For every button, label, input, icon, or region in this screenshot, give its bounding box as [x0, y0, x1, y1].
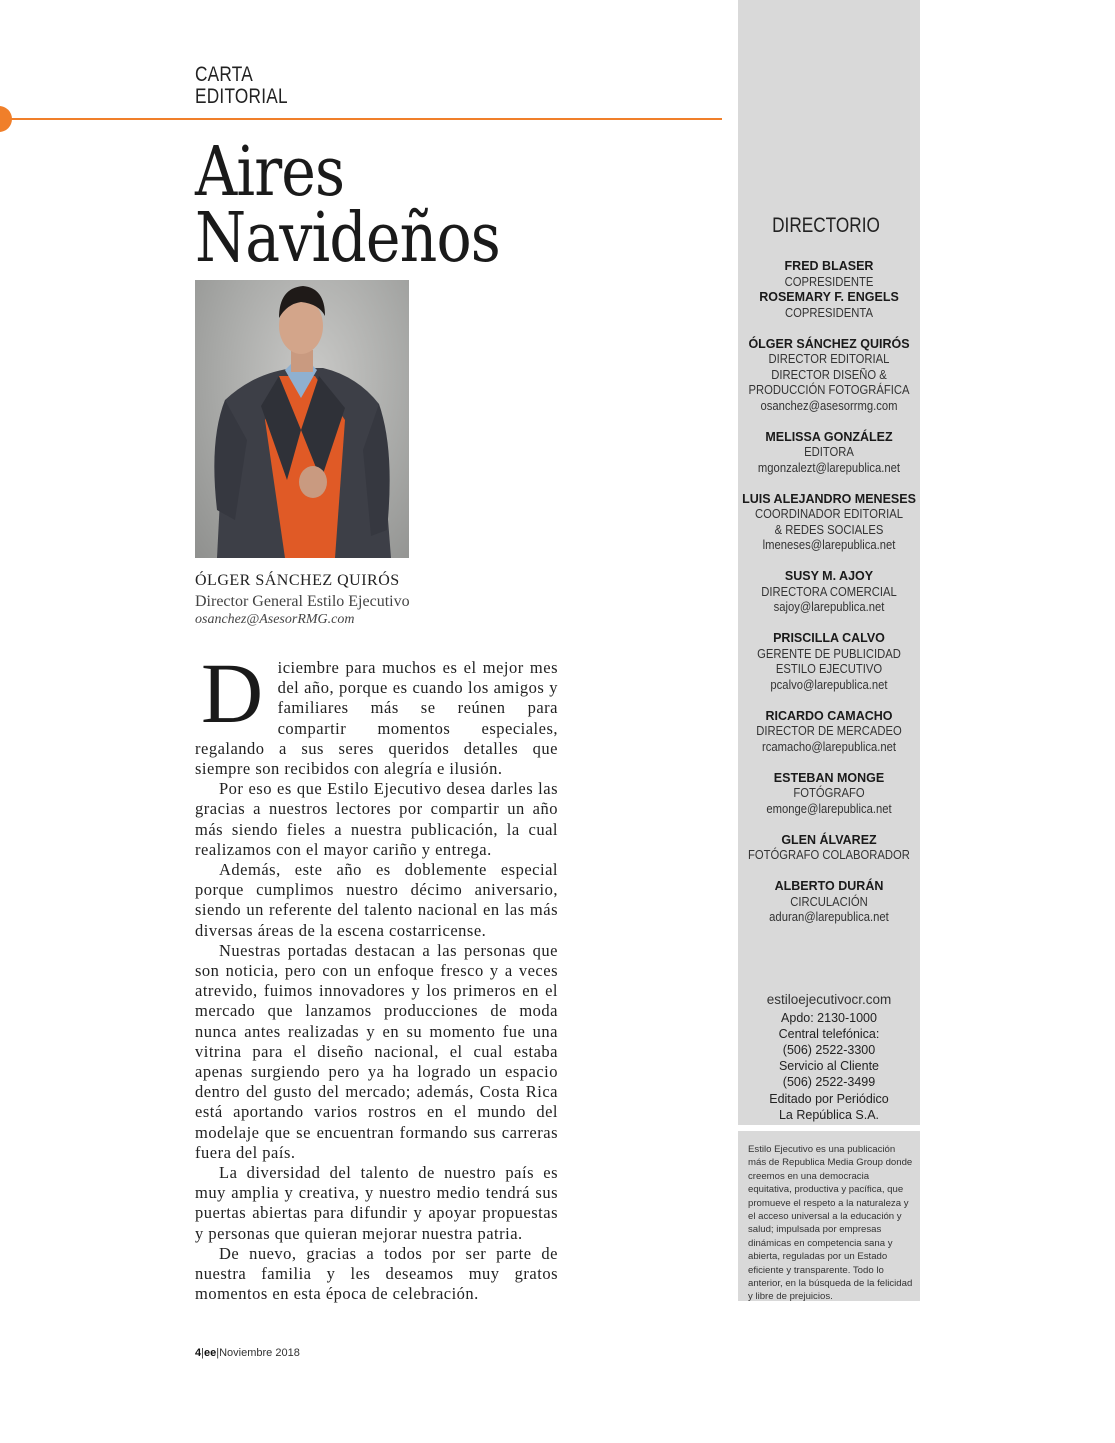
staff-email[interactable]: emonge@larepublica.net	[766, 801, 892, 816]
staff-title: DIRECTOR DISEÑO &	[771, 367, 887, 382]
paragraph-2: Por eso es que Estilo Ejecutivo desea darles las gracias a nuestros lectores por compartir un año más siendo fieles a nuestra publicación, la cual realizamos con el mayor cariño y entrega.	[195, 779, 558, 859]
staff-email[interactable]: pcalvo@larepublica.net	[770, 677, 888, 692]
phone-number: (506) 2522-3300	[782, 1043, 876, 1058]
section-label	[195, 64, 288, 108]
staff-title: DIRECTOR DE MERCADEO	[756, 724, 902, 738]
drop-cap: D	[201, 645, 264, 741]
staff-group	[738, 771, 920, 818]
staff-title: EDITORA	[804, 445, 854, 459]
author-role: Director General Estilo Ejecutivo	[195, 593, 410, 610]
staff-name: ESTEBAN MONGE	[773, 770, 885, 785]
staff-group	[738, 337, 920, 415]
staff-group	[738, 631, 920, 693]
staff-title: CIRCULACIÓN	[790, 894, 868, 909]
staff-group	[738, 259, 920, 321]
staff-group	[738, 430, 920, 477]
paragraph-6: De nuevo, gracias a todos por ser parte de nuestra familia y les deseamos muy gratos momentos en esta época de celebración.	[195, 1243, 558, 1304]
author-name: ÓLGER SÁNCHEZ QUIRÓS	[195, 572, 400, 589]
edited-by-line1: Editado por Periódico	[769, 1091, 889, 1106]
paragraph-4: Nuestras portadas destacan a las personas que son noticia, pero con un enfoque fresco y a veces atrevido, fuimos innovadores y los primeros en el mercado que lanzamos producciones de moda nunca antes realizadas y en su momento fue una vitrina para el diseño nacional, el cual estaba apenas surgiendo pero ya ha logrado un espacio dentro del gusto del mercado; además, Costa Rica está aportando varios rostros en el mundo del modelaje que se encuentran formando sus carreras fuera del país.	[195, 940, 558, 1162]
staff-name: ROSEMARY F. ENGELS	[759, 290, 899, 304]
staff-title: PRODUCCIÓN FOTOGRÁFICA	[748, 383, 910, 397]
edited-by-line2: La República S.A.	[778, 1107, 880, 1122]
staff-title: & REDES SOCIALES	[774, 522, 884, 537]
staff-name: PRISCILLA CALVO	[773, 631, 885, 645]
staff-title: COPRESIDENTE	[784, 274, 874, 289]
staff-title: FOTÓGRAFO	[793, 786, 865, 800]
author-portrait-illustration	[195, 280, 409, 558]
contact-info	[738, 992, 920, 1123]
paragraph-3: Además, este año es doblemente especial porque cumplimos nuestro décimo aniversario, siendo un referente del talento nacional en las más diversas áreas de la escena costarricense.	[195, 860, 558, 940]
staff-group	[738, 569, 920, 616]
author-email[interactable]: osanchez@AsesorRMG.com	[195, 612, 355, 627]
staff-email[interactable]: sajoy@larepublica.net	[773, 600, 885, 614]
phone-label: Central telefónica:	[778, 1027, 880, 1042]
staff-group	[738, 879, 920, 926]
article-title	[195, 133, 500, 278]
staff-email[interactable]: rcamacho@larepublica.net	[761, 739, 896, 754]
service-phone: (506) 2522-3499	[782, 1075, 876, 1090]
paragraph-1-text: iciembre para muchos es el mejor mes del año, porque es cuando los amigos y familiares más se reúnen para compartir momentos especiales, regalando a sus seres queridos detalles que siempre son recibidos con alegría e ilusión.	[195, 658, 558, 779]
staff-email[interactable]: aduran@larepublica.net	[769, 910, 889, 924]
article-body	[195, 645, 558, 1305]
staff-name: GLEN ÁLVAREZ	[781, 832, 877, 847]
staff-group	[738, 709, 920, 756]
directory-title: DIRECTORIO	[772, 214, 880, 237]
staff-name: RICARDO CAMACHO	[765, 708, 893, 723]
apdo: Apdo: 2130-1000	[781, 1011, 877, 1026]
staff-title: ESTILO EJECUTIVO	[775, 662, 883, 676]
staff-title: DIRECTORA COMERCIAL	[761, 584, 897, 599]
staff-title: FOTÓGRAFO COLABORADOR	[748, 848, 910, 862]
staff-list	[738, 259, 920, 941]
staff-name: LUIS ALEJANDRO MENESES	[742, 491, 916, 506]
title-line2: Navideños	[195, 199, 500, 278]
staff-name: ÓLGER SÁNCHEZ QUIRÓS	[748, 336, 910, 351]
issue-date: Noviembre 2018	[219, 1347, 300, 1359]
staff-name: FRED BLASER	[784, 259, 874, 273]
title-line1: Aires	[195, 133, 345, 212]
staff-group	[738, 833, 920, 864]
staff-name: MELISSA GONZÁLEZ	[765, 429, 893, 444]
section-label-line2: EDITORIAL	[195, 85, 288, 108]
author-photo	[195, 280, 409, 558]
staff-email[interactable]: osanchez@asesorrmg.com	[760, 398, 898, 413]
paragraph-1	[195, 645, 558, 779]
page-footer: 4|ee|Noviembre 2018	[195, 1347, 300, 1359]
staff-name: SUSY M. AJOY	[784, 569, 874, 583]
page-number: 4	[195, 1347, 202, 1359]
staff-title: COORDINADOR EDITORIAL	[755, 507, 903, 521]
magazine-logo: ee	[203, 1347, 217, 1359]
paragraph-5: La diversidad del talento de nuestro país es muy amplia y creativa, y nuestro medio tendrá sus puertas abiertas para difundir y apoyar propuestas y personas que quieran mejorar nuestra patria.	[195, 1163, 558, 1243]
website-link[interactable]: estiloejecutivocr.com	[766, 992, 892, 1007]
service-label: Servicio al Cliente	[778, 1059, 880, 1074]
staff-title: GERENTE DE PUBLICIDAD	[757, 646, 901, 661]
staff-group	[738, 492, 920, 554]
orange-divider	[0, 118, 722, 120]
staff-email[interactable]: lmeneses@larepublica.net	[762, 538, 896, 552]
section-label-line1: CARTA	[195, 63, 254, 86]
staff-title: DIRECTOR EDITORIAL	[768, 352, 890, 366]
staff-name: ALBERTO DURÁN	[774, 879, 884, 893]
mission-statement: Estilo Ejecutivo es una publicación más de Republica Media Group donde creemos en una democracia equitativa, productiva y pacífica, que promueve el respeto a la naturaleza y el acceso universal a la educación y salud; impulsada por empresas dinámicas en competencia sana y abierta, reguladas por un Estado eficiente y transparente. Todo lo anterior, en la búsqueda de la felicidad y libre de prejuicios.	[748, 1144, 913, 1303]
staff-title: COPRESIDENTA	[785, 305, 873, 320]
staff-email[interactable]: mgonzalezt@larepublica.net	[757, 460, 901, 475]
